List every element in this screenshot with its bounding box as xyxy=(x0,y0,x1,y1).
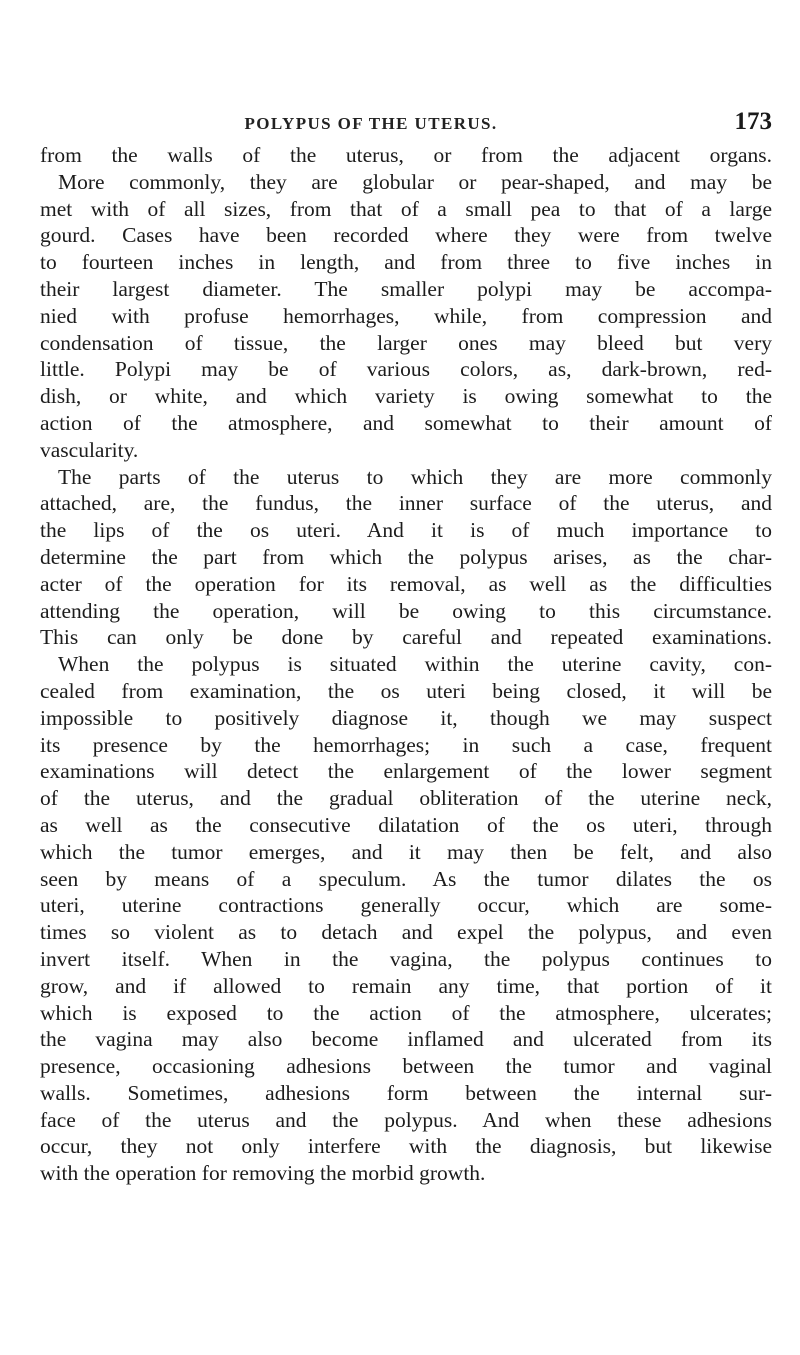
text-line: vascularity. xyxy=(40,437,139,462)
text-line: When the polypus is situated within the uterine cavity, con- xyxy=(58,652,772,677)
text-line: This can only be done by careful and repeated examinations. xyxy=(40,625,772,650)
text-line: the vagina may also become inflamed and ulcerated from its xyxy=(40,1027,772,1052)
text-line: walls. Sometimes, adhesions form between the internal sur- xyxy=(40,1080,772,1105)
text-line: little. Polypi may be of various colors, as, dark-brown, red- xyxy=(40,357,772,382)
text-line: The parts of the uterus to which they are more commonly xyxy=(58,464,772,489)
text-line: grow, and if allowed to remain any time, that portion of it xyxy=(40,973,772,998)
text-line: their largest diameter. The smaller polypi may be accompa- xyxy=(40,276,772,301)
text-line: uteri, uterine contractions generally occur, which are some- xyxy=(40,893,772,918)
text-line: with the operation for removing the morbid growth. xyxy=(40,1161,486,1186)
text-line: attending the operation, will be owing to this circumstance. xyxy=(40,598,772,623)
text-line: met with of all sizes, from that of a small pea to that of a large xyxy=(40,196,772,221)
text-line: presence, occasioning adhesions between the tumor and vaginal xyxy=(40,1054,772,1079)
text-line: seen by means of a speculum. As the tumor dilates the os xyxy=(40,866,772,891)
text-line: which the tumor emerges, and it may then be felt, and also xyxy=(40,839,772,864)
text-line: condensation of tissue, the larger ones may bleed but very xyxy=(40,330,772,355)
text-line: examinations will detect the enlargement of the lower segment xyxy=(40,759,772,784)
text-line: of the uterus, and the gradual obliteration of the uterine neck, xyxy=(40,786,772,811)
text-line: determine the part from which the polypus arises, as the char- xyxy=(40,544,772,569)
text-line: its presence by the hemorrhages; in such a case, frequent xyxy=(40,732,772,757)
text-line: More commonly, they are globular or pear-shaped, and may be xyxy=(58,169,772,194)
text-line: as well as the consecutive dilatation of the os uteri, through xyxy=(40,812,772,837)
text-line: to fourteen inches in length, and from three to five inches in xyxy=(40,250,772,275)
text-line: face of the uterus and the polypus. And when these adhesions xyxy=(40,1107,772,1132)
text-line: attached, are, the fundus, the inner surface of the uterus, and xyxy=(40,491,772,516)
text-line: acter of the operation for its removal, as well as the difficulties xyxy=(40,571,772,596)
text-line: dish, or white, and which variety is owing somewhat to the xyxy=(40,384,772,409)
text-line: invert itself. When in the vagina, the polypus continues to xyxy=(40,946,772,971)
running-header-title: POLYPUS OF THE UTERUS. xyxy=(244,114,498,133)
text-line: which is exposed to the action of the atmosphere, ulcerates; xyxy=(40,1000,772,1025)
text-line: nied with profuse hemorrhages, while, from compression and xyxy=(40,303,772,328)
text-line: the lips of the os uteri. And it is of much importance to xyxy=(40,518,772,543)
body-text xyxy=(40,142,772,1187)
text-line: occur, they not only interfere with the diagnosis, but likewise xyxy=(40,1134,772,1159)
text-line: times so violent as to detach and expel the polypus, and even xyxy=(40,920,772,945)
text-line: action of the atmosphere, and somewhat to their amount of xyxy=(40,410,772,435)
text-line: from the walls of the uterus, or from the adjacent organs. xyxy=(40,143,772,167)
text-line: gourd. Cases have been recorded where they were from twelve xyxy=(40,223,772,248)
page-number: 173 xyxy=(734,108,772,135)
text-line: impossible to positively diagnose it, though we may suspect xyxy=(40,705,772,730)
text-line: cealed from examination, the os uteri being closed, it will be xyxy=(40,678,772,703)
